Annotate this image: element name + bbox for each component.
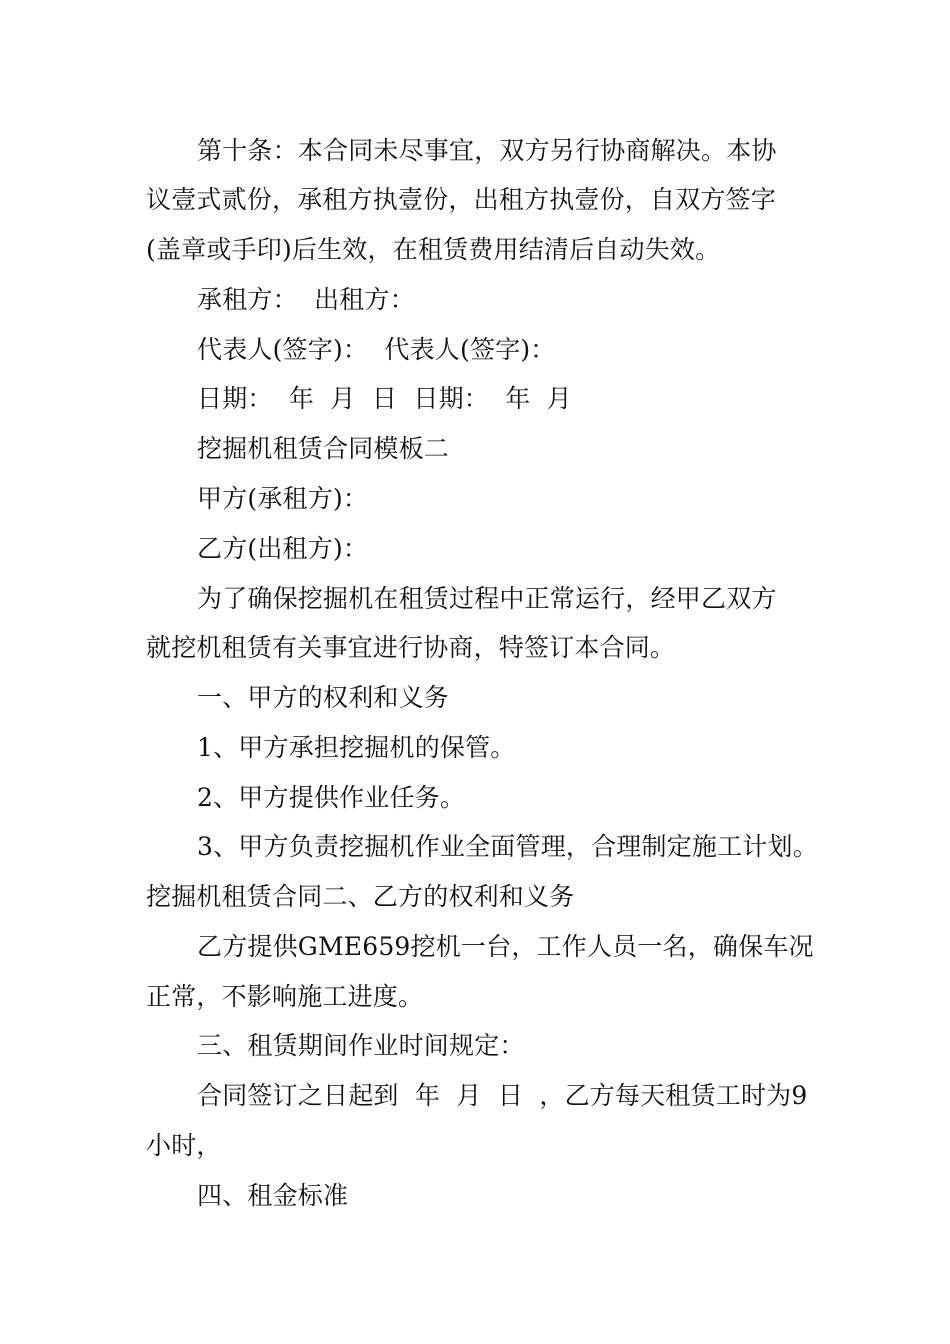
preamble-line-2: 就挖机租赁有关事宜进行协商，特签订本合同。 <box>146 633 676 662</box>
paragraph-article-ten-line-1: 第十条：本合同未尽事宜，双方另行协商解决。本协 <box>197 136 777 165</box>
section-one-item-3: 3、甲方负责挖掘机作业全面管理，合理制定施工计划。 <box>197 832 818 861</box>
section-three-body-line-2: 小时， <box>146 1131 222 1160</box>
paragraph-article-ten-line-2: 议壹式贰份，承租方执壹份，出租方执壹份，自双方签字 <box>146 185 777 214</box>
template-two-title: 挖掘机租赁合同模板二 <box>197 434 450 463</box>
preamble-line-1: 为了确保挖掘机在租赁过程中正常运行，经甲乙双方 <box>197 584 777 613</box>
section-two-heading: 挖掘机租赁合同二、乙方的权利和义务 <box>146 882 575 911</box>
section-three-heading: 三、租赁期间作业时间规定： <box>197 1031 525 1060</box>
party-a-line: 甲方(承租方)： <box>197 484 369 513</box>
section-one-item-2: 2、甲方提供作业任务。 <box>197 783 466 812</box>
signature-parties-line: 承租方： 出租方： <box>197 285 415 314</box>
party-b-line: 乙方(出租方)： <box>197 534 369 563</box>
section-one-heading: 一、甲方的权利和义务 <box>197 683 450 712</box>
paragraph-article-ten-line-3: (盖章或手印)后生效，在租赁费用结清后自动失效。 <box>146 235 721 264</box>
section-two-body-line-2: 正常，不影响施工进度。 <box>146 982 424 1011</box>
section-one-item-1: 1、甲方承担挖掘机的保管。 <box>197 733 516 762</box>
signature-representatives-line: 代表人(签字)： 代表人(签字)： <box>197 335 556 364</box>
section-four-heading: 四、租金标准 <box>197 1181 349 1210</box>
signature-date-line: 日期： 年 月 日 日期： 年 月 <box>197 384 572 413</box>
section-three-body-line-1: 合同签订之日起到 年 月 日 ，乙方每天租赁工时为9 <box>197 1081 808 1110</box>
section-two-body-line-1: 乙方提供GME659挖机一台，工作人员一名，确保车况 <box>197 932 814 961</box>
